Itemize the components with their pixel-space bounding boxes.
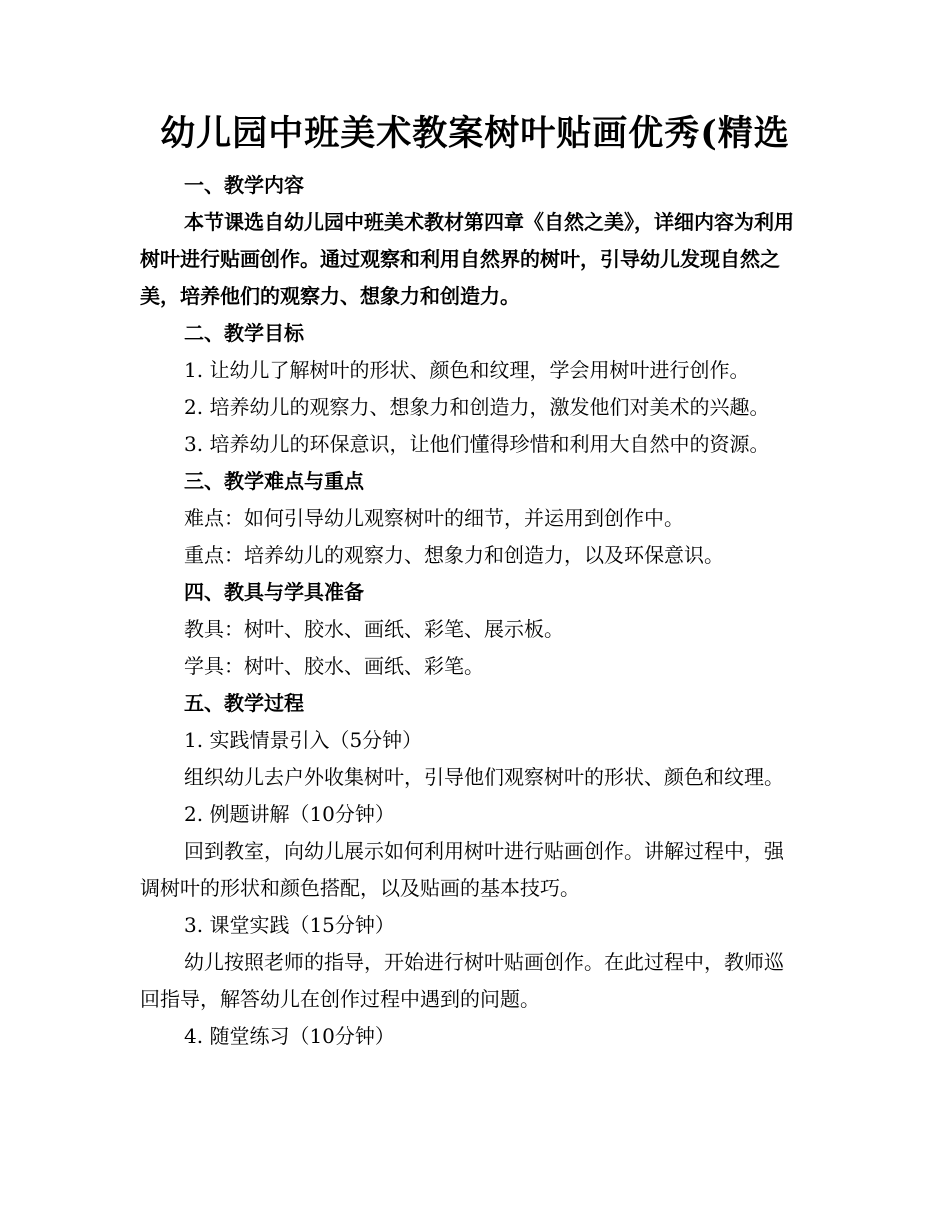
section-heading-difficulties: 三、教学难点与重点 — [184, 469, 364, 493]
process-step-4-title: 4. 随堂练习（10分钟） — [184, 1024, 395, 1048]
learning-tools-text: 学具：树叶、胶水、画纸、彩笔。 — [184, 654, 484, 678]
section-heading-materials: 四、教具与学具准备 — [184, 580, 364, 604]
objective-item-1: 1. 让幼儿了解树叶的形状、颜色和纹理，学会用树叶进行创作。 — [184, 358, 750, 382]
objective-item-2: 2. 培养幼儿的观察力、想象力和创造力，激发他们对美术的兴趣。 — [184, 395, 770, 419]
difficulty-text: 难点：如何引导幼儿观察树叶的细节，并运用到创作中。 — [184, 506, 684, 530]
process-step-2-title: 2. 例题讲解（10分钟） — [184, 802, 395, 826]
process-step-3-text: 幼儿按照老师的指导，开始进行树叶贴画创作。在此过程中，教师巡回指导，解答幼儿在创作过程中遇到的问题。 — [140, 950, 784, 1011]
process-step-1-text: 组织幼儿去户外收集树叶，引导他们观察树叶的形状、颜色和纹理。 — [184, 765, 784, 789]
process-step-3-title: 3. 课堂实践（15分钟） — [184, 913, 395, 937]
process-step-2-text: 回到教室，向幼儿展示如何利用树叶进行贴画创作。讲解过程中，强调树叶的形状和颜色搭配，以及贴画的基本技巧。 — [140, 839, 784, 900]
section-heading-content: 一、教学内容 — [184, 173, 304, 197]
process-step-1-title: 1. 实践情景引入（5分钟） — [184, 728, 423, 752]
objective-item-3: 3. 培养幼儿的环保意识，让他们懂得珍惜和利用大自然中的资源。 — [184, 432, 770, 456]
document-title: 幼儿园中班美术教案树叶贴画优秀(精选 — [160, 113, 790, 154]
key-point-text: 重点：培养幼儿的观察力、想象力和创造力，以及环保意识。 — [184, 543, 724, 567]
content-paragraph: 本节课选自幼儿园中班美术教材第四章《自然之美》，详细内容为利用树叶进行贴画创作。通过观察和利用自然界的树叶，引导幼儿发现自然之美，培养他们的观察力、想象力和创造力。 — [140, 210, 794, 308]
document-body — [140, 167, 800, 1055]
section-heading-objectives: 二、教学目标 — [184, 321, 304, 345]
teaching-tools-text: 教具：树叶、胶水、画纸、彩笔、展示板。 — [184, 617, 564, 641]
section-heading-process: 五、教学过程 — [184, 691, 304, 715]
